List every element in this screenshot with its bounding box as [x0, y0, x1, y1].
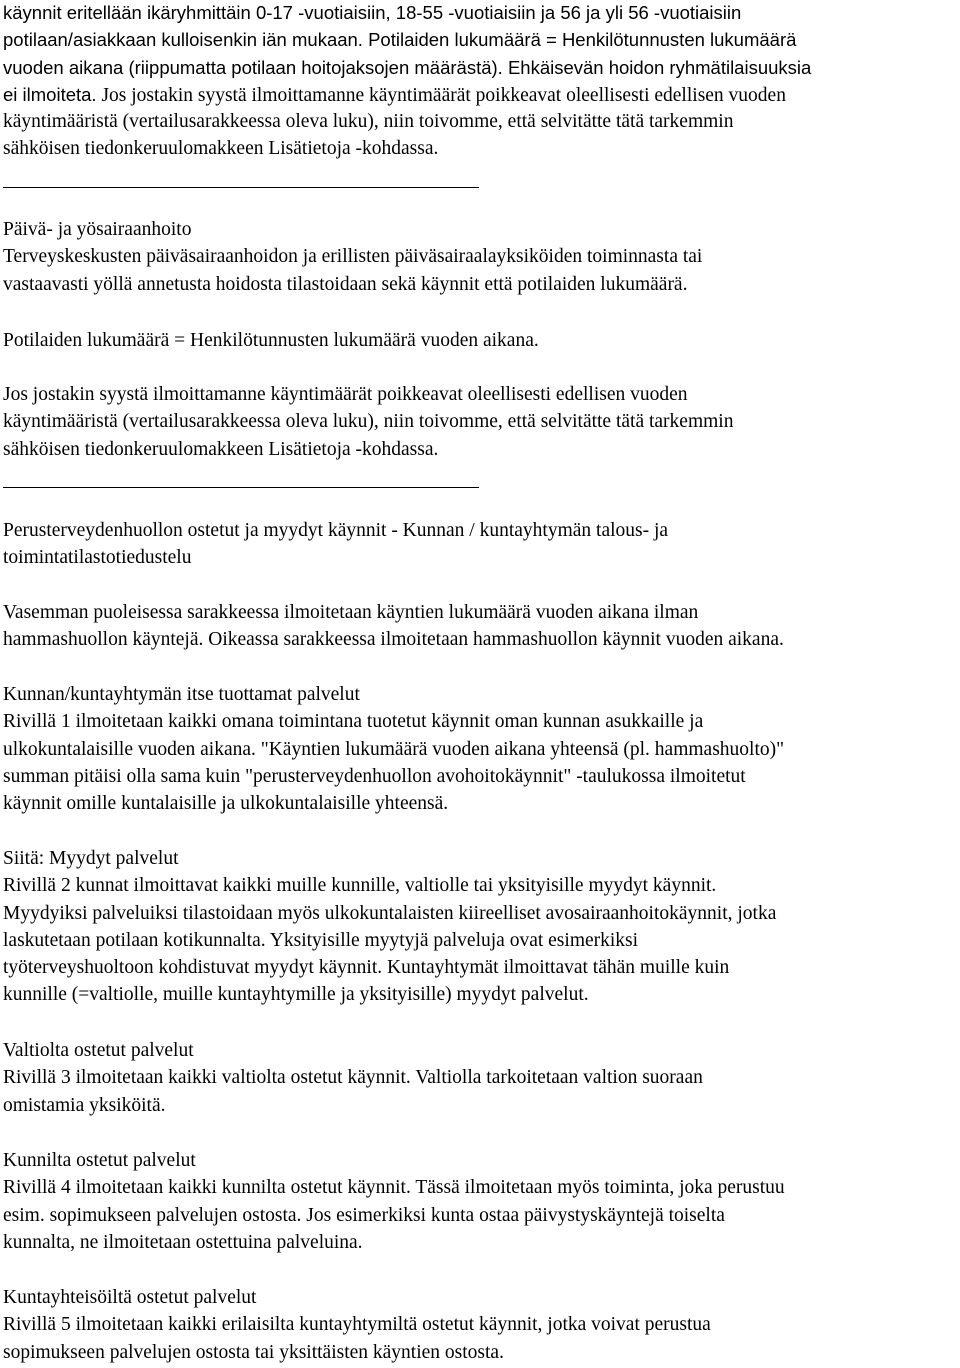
text-line: Potilaiden lukumäärä = Henkilötunnusten lukumäärä vuoden aikana. — [3, 330, 539, 351]
subsection-heading: Kunnilta ostetut palvelut — [3, 1150, 196, 1171]
section-paiva — [3, 216, 702, 298]
text-line: Rivillä 4 ilmoitetaan kaikki kunnilta ostetut käynnit. Tässä ilmoitetaan myös toiminta, joka perustuu — [3, 1177, 785, 1199]
text-line: Rivillä 5 ilmoitetaan kaikki erilaisilta kuntayhtymiltä ostetut käynnit, jotka voivat perustua — [3, 1314, 711, 1336]
subsection-itse-tuottamat — [3, 681, 784, 817]
text-line: Rivillä 3 ilmoitetaan kaikki valtiolta ostetut käynnit. Valtiolla tarkoitetaan valtion suoraan — [3, 1067, 703, 1089]
paragraph — [3, 599, 784, 654]
paragraph — [3, 327, 539, 354]
section-heading: Päivä- ja yösairaanhoito — [3, 219, 192, 240]
subsection-heading: Kunnan/kuntayhtymän itse tuottamat palvelut — [3, 684, 360, 705]
section-divider — [3, 487, 479, 488]
subsection-heading: Kuntayhteisöiltä ostetut palvelut — [3, 1287, 257, 1308]
text-line: kunnille (=valtiolle, muille kuntayhtymille ja yksityisille) myydyt palvelut. — [3, 984, 589, 1006]
text-line: Terveyskeskusten päiväsairaanhoidon ja erillisten päiväsairaalayksiköiden toiminnasta tai — [3, 246, 703, 268]
text-line: sähköisen tiedonkeruulomakkeen Lisätietoja -kohdassa. — [3, 438, 439, 460]
text-line: omistamia yksiköitä. — [3, 1094, 166, 1116]
section-heading: Perusterveydenhuollon ostetut ja myydyt käynnit - Kunnan / kuntayhtymän talous- ja — [3, 520, 669, 541]
text-line: potilaan/asiakkaan kulloisenkin iän mukaan. Potilaiden lukumäärä = Henkilötunnusten lukumäärä — [3, 29, 797, 51]
subsection-heading: Valtiolta ostetut palvelut — [3, 1040, 194, 1061]
text-line: käyntimääristä (vertailusarakkeessa oleva luku), niin toivomme, että selvitätte tätä tarkemmin — [3, 111, 734, 133]
text-line: ulkokuntalaisille vuoden aikana. "Käyntien lukumäärä vuoden aikana yhteensä (pl. hammashuolto)" — [3, 738, 785, 760]
text-line — [3, 81, 811, 108]
text-line: vastaavasti yöllä annetusta hoidosta tilastoidaan sekä käynnit että potilaiden lukumäärä. — [3, 273, 688, 295]
text-line: Rivillä 1 ilmoitetaan kaikki omana toimintana tuotetut käynnit oman kunnan asukkaille ja — [3, 711, 704, 733]
text-line: Rivillä 2 kunnat ilmoittavat kaikki muille kunnille, valtiolle tai yksityisille myydyt käynnit. — [3, 875, 717, 897]
text-line: käyntimääristä (vertailusarakkeessa oleva luku), niin toivomme, että selvitätte tätä tarkemmin — [3, 411, 734, 433]
text-line: esim. sopimukseen palvelujen ostosta. Jos esimerkiksi kunta ostaa päivystyskäyntejä toiselta — [3, 1204, 725, 1226]
text-line: hammashuollon käyntejä. Oikeassa sarakkeessa ilmoitetaan hammashuollon käynnit vuoden aikana. — [3, 629, 784, 651]
subsection-kunnilta — [3, 1147, 785, 1256]
text-line: laskutetaan potilaan kotikunnalta. Yksityisille myytyjä palveluja ovat esimerkiksi — [3, 929, 639, 951]
text-fragment: Jos jostakin syystä ilmoittamanne käyntimäärät poikkeavat oleellisesti edellisen vuoden — [96, 84, 786, 106]
subsection-heading: Siitä: Myydyt palvelut — [3, 848, 179, 869]
intro-paragraph — [3, 0, 811, 163]
section-perus-heading — [3, 517, 668, 572]
text-line: summan pitäisi olla sama kuin "perusterveydenhuollon avohoitokäynnit" -taulukossa ilmoitetut — [3, 765, 746, 787]
section-divider — [3, 187, 479, 188]
subsection-myydyt — [3, 845, 776, 1009]
paragraph — [3, 381, 733, 463]
subsection-kuntayhteisoilta — [3, 1284, 711, 1366]
section-heading: toimintatilastotiedustelu — [3, 547, 192, 569]
text-line: Myydyiksi palveluiksi tilastoidaan myös ulkokuntalaisten kiireelliset avosairaanhoitokäynnit, jotka — [3, 902, 777, 924]
text-line: kunnalta, ne ilmoitetaan ostettuina palveluina. — [3, 1231, 363, 1253]
text-line: käynnit eritellään ikäryhmittäin 0-17 -vuotiaisiin, 18-55 -vuotiaisiin ja 56 ja yli 56 -vuotiaisiin — [3, 2, 742, 23]
text-line: sähköisen tiedonkeruulomakkeen Lisätietoja -kohdassa. — [3, 138, 439, 160]
text-line: työterveyshuoltoon kohdistuvat myydyt käynnit. Kuntayhtymät ilmoittavat tähän muille kuin — [3, 957, 730, 979]
text-line: vuoden aikana (riippumatta potilaan hoitojaksojen määrästä). Ehkäisevän hoidon ryhmätilaisuuksia — [3, 56, 812, 78]
text-line: sopimukseen palvelujen ostosta tai yksittäisten käyntien ostosta. — [3, 1341, 504, 1363]
text-line: käynnit omille kuntalaisille ja ulkokuntalaisille yhteensä. — [3, 793, 449, 815]
subsection-valtiolta — [3, 1037, 703, 1119]
text-fragment: ei ilmoiteta. — [3, 83, 97, 105]
text-line: Vasemman puoleisessa sarakkeessa ilmoitetaan käyntien lukumäärä vuoden aikana ilman — [3, 602, 699, 623]
text-line: Jos jostakin syystä ilmoittamanne käyntimäärät poikkeavat oleellisesti edellisen vuoden — [3, 384, 688, 405]
